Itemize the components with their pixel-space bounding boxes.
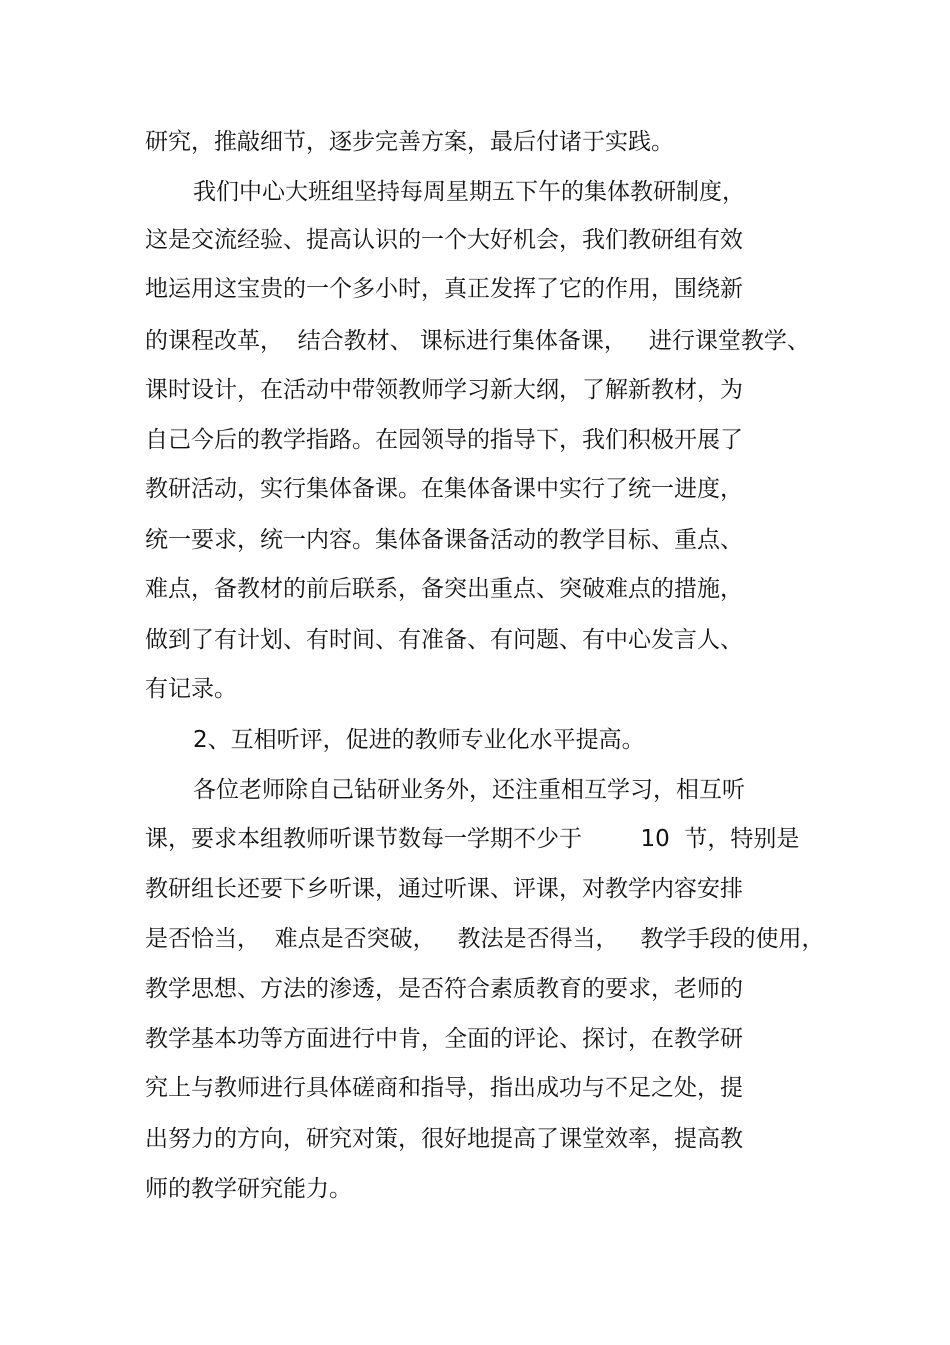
text-line: 的课程改革， 结合教材、 课标进行集体备课， 进行课堂教学、 — [145, 328, 810, 354]
section-heading: 2、互相听评，促进的教师专业化水平提高。 — [193, 727, 645, 753]
text-line: 是否恰当， 难点是否突破， 教法是否得当， 教学手段的使用， — [145, 926, 825, 952]
paragraph-first-line: 我们中心大班组坚持每周星期五下午的集体教研制度， — [193, 179, 745, 205]
text-line: 自己今后的教学指路。在园领导的指导下，我们积极开展了 — [145, 427, 743, 453]
text-line: 难点，备教材的前后联系，备突出重点、突破难点的措施， — [145, 576, 743, 602]
text-line: 有记录。 — [145, 676, 237, 702]
text-line: 这是交流经验、提高认识的一个大好机会，我们教研组有效 — [145, 227, 743, 253]
text-line: 师的教学研究能力。 — [145, 1176, 352, 1202]
text-line: 究上与教师进行具体磋商和指导，指出成功与不足之处，提 — [145, 1075, 743, 1101]
text-line: 课时设计，在活动中带领教师学习新大纲，了解新教材，为 — [145, 377, 743, 403]
text-line: 地运用这宝贵的一个多小时，真正发挥了它的作用，围绕新 — [145, 276, 743, 302]
text-line: 课，要求本组教师听课节数每一学期不少于 10 节，特别是 — [145, 826, 800, 852]
text-line: 做到了有计划、有时间、有准备、有问题、有中心发言人、 — [145, 627, 743, 653]
text-line: 教学思想、方法的渗透，是否符合素质教育的要求，老师的 — [145, 976, 743, 1002]
text-line: 教学基本功等方面进行中肯，全面的评论、探讨，在教学研 — [145, 1026, 743, 1052]
text-line: 研究，推敲细节，逐步完善方案，最后付诸于实践。 — [145, 129, 674, 155]
text-line: 教研活动，实行集体备课。在集体备课中实行了统一进度， — [145, 476, 743, 502]
paragraph-first-line: 各位老师除自己钻研业务外，还注重相互学习，相互听 — [193, 777, 745, 803]
text-line: 出努力的方向，研究对策，很好地提高了课堂效率，提高教 — [145, 1126, 743, 1152]
text-line: 统一要求，统一内容。集体备课备活动的教学目标、重点、 — [145, 527, 743, 553]
text-line: 教研组长还要下乡听课，通过听课、评课，对教学内容安排 — [145, 876, 743, 902]
